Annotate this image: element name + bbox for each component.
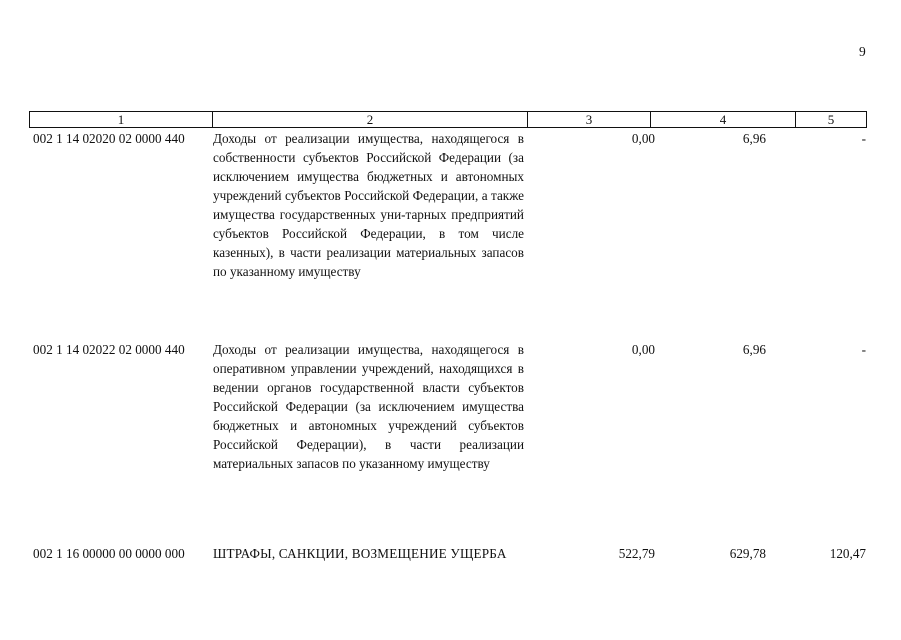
value-col-5: 120,47 [829,546,866,561]
revenue-description: Доходы от реализации имущества, находящегося в оперативном управлении учреждений, находящихся в ведении органов государственной власти субъектов Российской Федерации (за исключением имущества бюджетных и автономных учреждений субъектов Российской Федерации), в части реализации материальных запасов по указанному имуществу [213,342,524,471]
header-col-1: 1 [30,112,213,127]
budget-code: 002 1 16 00000 00 0000 000 [33,546,185,561]
value-col-4: 6,96 [742,342,766,357]
header-col-4: 4 [651,112,796,127]
revenue-description: Доходы от реализации имущества, находящегося в собственности субъектов Российской Федерации (за исключением имущества бюджетных и автономных учреждений субъектов Российской Федерации, а также имущества государственных уни-тарных предприятий субъектов Российской Федерации, в том числе казенных), в части реализации материальных запасов по указанному имуществу [213,131,524,279]
value-col-5: - [861,342,866,357]
table-header-row [29,111,867,128]
header-col-5: 5 [827,112,835,127]
value-col-3: 522,79 [618,546,655,561]
header-col-3: 3 [528,112,651,127]
value-col-5: - [861,131,866,146]
value-col-3: 0,00 [631,342,655,357]
value-col-3: 0,00 [631,131,655,146]
revenue-description: ШТРАФЫ, САНКЦИИ, ВОЗМЕЩЕНИЕ УЩЕРБА [213,546,507,561]
page-number: 9 [859,44,866,59]
budget-code: 002 1 14 02020 02 0000 440 [33,131,185,146]
value-col-4: 6,96 [742,131,766,146]
header-col-2: 2 [213,112,528,127]
budget-code: 002 1 14 02022 02 0000 440 [33,342,185,357]
value-col-4: 629,78 [729,546,766,561]
